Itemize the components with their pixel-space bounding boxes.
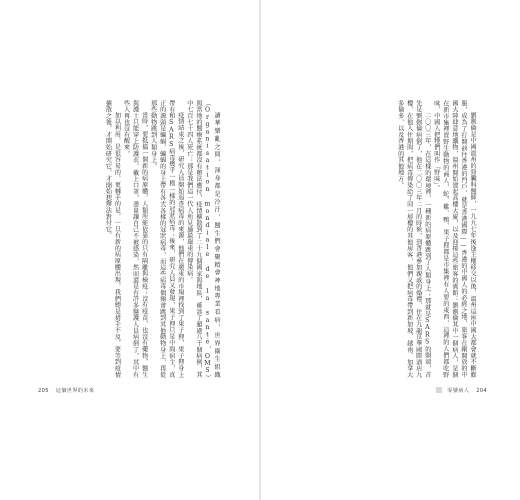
left-paragraph-2: 疫情結束之後，研究人員開始追查病毒的來源，他們在廣東的市場裡找到了果子狸，果子狸身上帶有和SARS病毒幾乎一模一樣的冠狀病毒；後來，研究人員又發現，果子狸只是中間宿主，真正的源頭是蝙蝠，蝙蝠的身上帶有各式各樣的冠狀病毒，而這些病毒偶爾會跳到其他動物身上，再從那些動物跳到人類身上。: [149, 100, 184, 378]
left-page: [0, 0, 259, 500]
left-paragraph-1: 讀華樂亂之間，渾身都是冷汗，醫生們會聚精會神地專業看病，世界衛生組織（Organisation mondiale de la santé，OMS）與當地的醫療系統都沒有辦法應付，疫情擴散到了二十九個國家與地區，確診了超過八千個病例，其中七百七十四人死亡；那是我們這一代人所見過最嚴重的傳染病。: [185, 100, 220, 378]
right-page-number: 204: [476, 388, 487, 394]
right-page: [261, 0, 520, 500]
section-mark-icon: [436, 387, 442, 393]
left-paragraph-4: 加以利用，是很容易的，更棘手的是，一旦有新的病原體出現，我們總是措手不及，要等到疫情擴散之後，才開始研究它，才開始想辦法對付它。: [104, 100, 121, 378]
left-page-footer: [33, 387, 94, 394]
right-running-head: 零號病人: [447, 388, 470, 394]
right-page-body: [307, 100, 477, 378]
left-page-number: 205: [38, 388, 49, 394]
left-page-body: [33, 100, 221, 378]
left-paragraph-3: 當時，要抵擋一個新的病原體，人類所能依靠的只有隔離與檢疫；沒有疫苗，也沒有藥物，醫生與護士只能穿上防護衣，戴上口罩，盡量讓自己不被感染，然而還是有許多醫護人員病倒了，其中有些人再也沒有醒來。: [122, 100, 148, 378]
right-page-footer: [433, 387, 492, 394]
right-paragraph-2: 二〇〇三年，在這樣的環境裡，一種新的病原體跳到了人類身上；那就是SARS的開端，首先是劉劍倫病倒了，他在二〇〇三年二月的時候，到香港參加親戚的婚禮，住在九龍京華國際酒店九樓，在他入住期間，把病毒傳染給了同一層樓的其他房客，他們又把病毒帶到新加坡、越南、加拿大多倫多，以及香港的其他地方。: [396, 100, 431, 378]
left-running-head: 這個世界的未來: [55, 388, 95, 394]
right-paragraph-1: 劉劍倫是中國溫州的肾臟科醫師，一九九七年後逢主權移交以後，溫州這座中國大都會就不斷膨脹，成為了打開前往香港的門戶，就是香港國際——香港的中國人的必經之地，旅客在剛開放的中國大陸肆意地購物，溫州開始建起高樓大廈，以及迎接這些旅客的賓館；劉劍倫其中一個病人，是個在新市集裡賣野生動物的商人，蛇、雞、鴨、果子狸都是市集裡有人要的東西，這裡的人們都吃野味，中國人把牠們叫作「野味」。: [432, 100, 476, 378]
